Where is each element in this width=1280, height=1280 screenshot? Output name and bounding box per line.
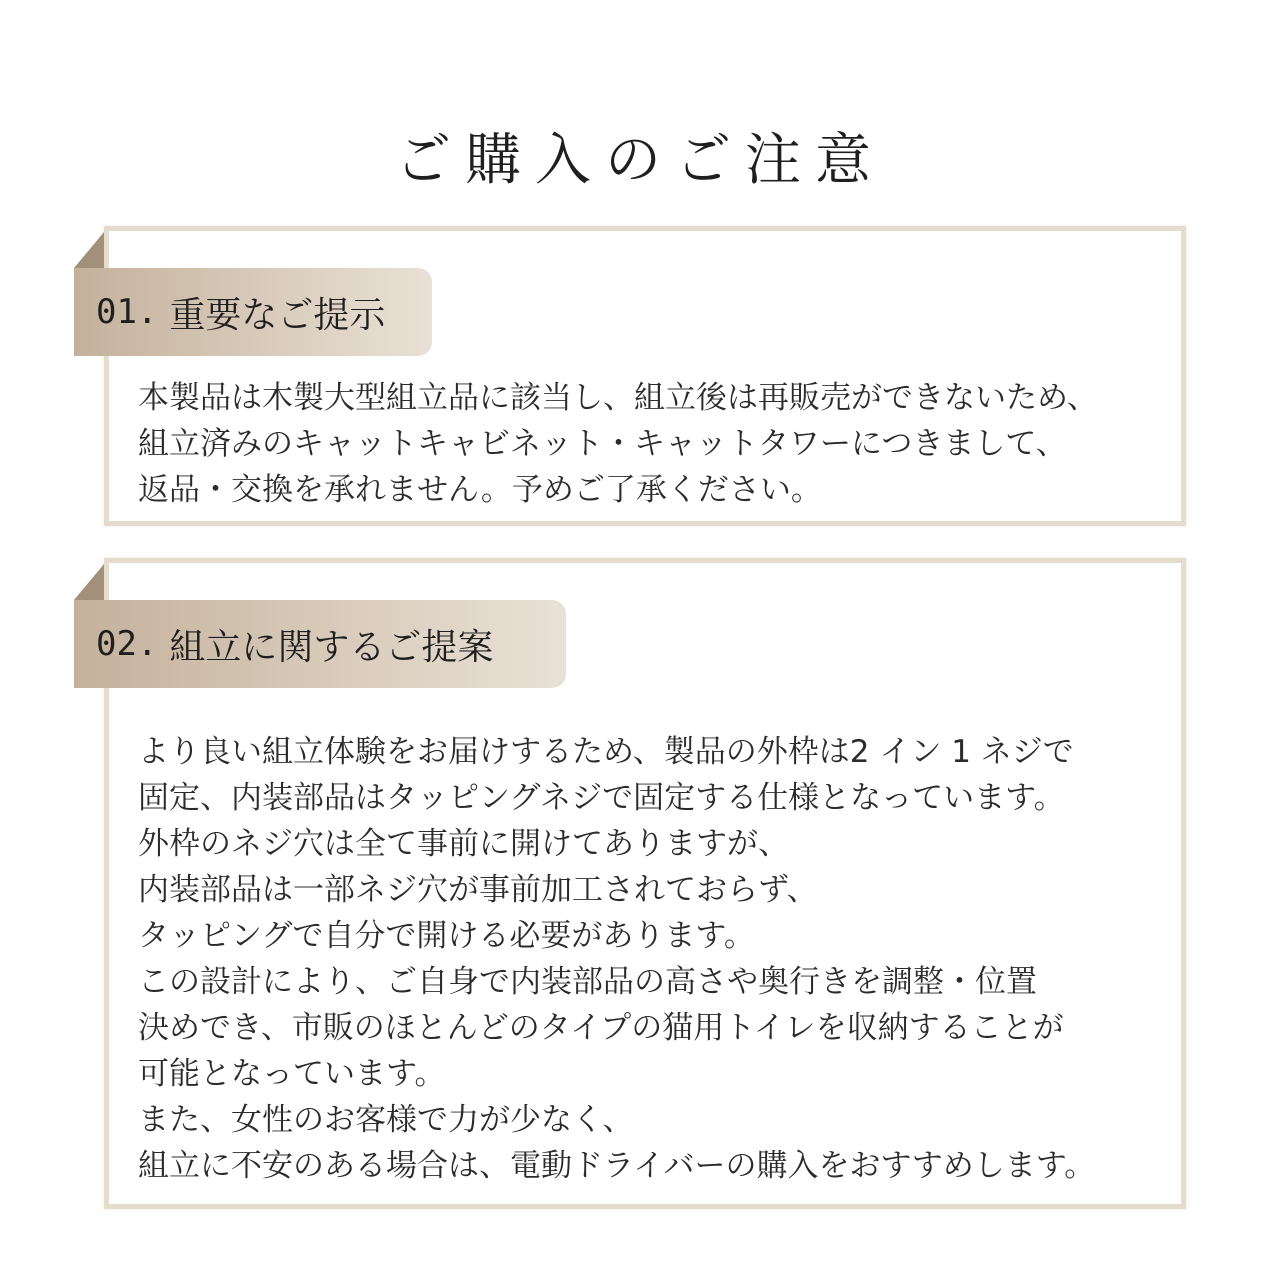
body-line: 決めでき、市販のほとんどのタイプの猫用トイレを収納することが [138, 1010, 1064, 1046]
section-number: 02. [96, 624, 158, 664]
body-line: また、女性のお客様で力が少なく、 [138, 1102, 634, 1138]
body-line: より良い組立体験をお届けするため、製品の外枠は2 イン 1 ネジで [138, 734, 1074, 770]
section-body-important [138, 375, 1168, 513]
body-line: 固定、内装部品はタッピングネジで固定する仕様となっています。 [138, 780, 1065, 816]
body-line: 返品・交換を承れません。予めご了承ください。 [138, 472, 822, 508]
body-line: 外枠のネジ穴は全て事前に開けてありますが、 [138, 826, 789, 862]
body-line: 組立に不安のある場合は、電動ドライバーの購入をおすすめします。 [138, 1148, 1096, 1184]
section-tab-important [74, 268, 432, 356]
page-title: ご購入のご注意 [395, 127, 885, 193]
section-heading: 組立に関するご提案 [169, 626, 494, 668]
body-line: 本製品は木製大型組立品に該当し、組立後は再販売ができないため、 [138, 380, 1098, 416]
body-line: 可能となっています。 [138, 1056, 446, 1092]
body-line: 内装部品は一部ネジ穴が事前加工されておらず、 [138, 872, 818, 908]
section-heading: 重要なご提示 [169, 294, 386, 336]
section-number: 01. [96, 292, 158, 332]
body-line: 組立済みのキャットキャビネット・キャットタワーにつきまして、 [138, 426, 1067, 462]
section-tab-assembly [74, 600, 566, 688]
body-line: この設計により、ご自身で内装部品の高さや奥行きを調整・位置 [138, 964, 1037, 1000]
body-line: タッピングで自分で開ける必要があります。 [138, 918, 755, 954]
section-body-assembly [138, 729, 1168, 1189]
